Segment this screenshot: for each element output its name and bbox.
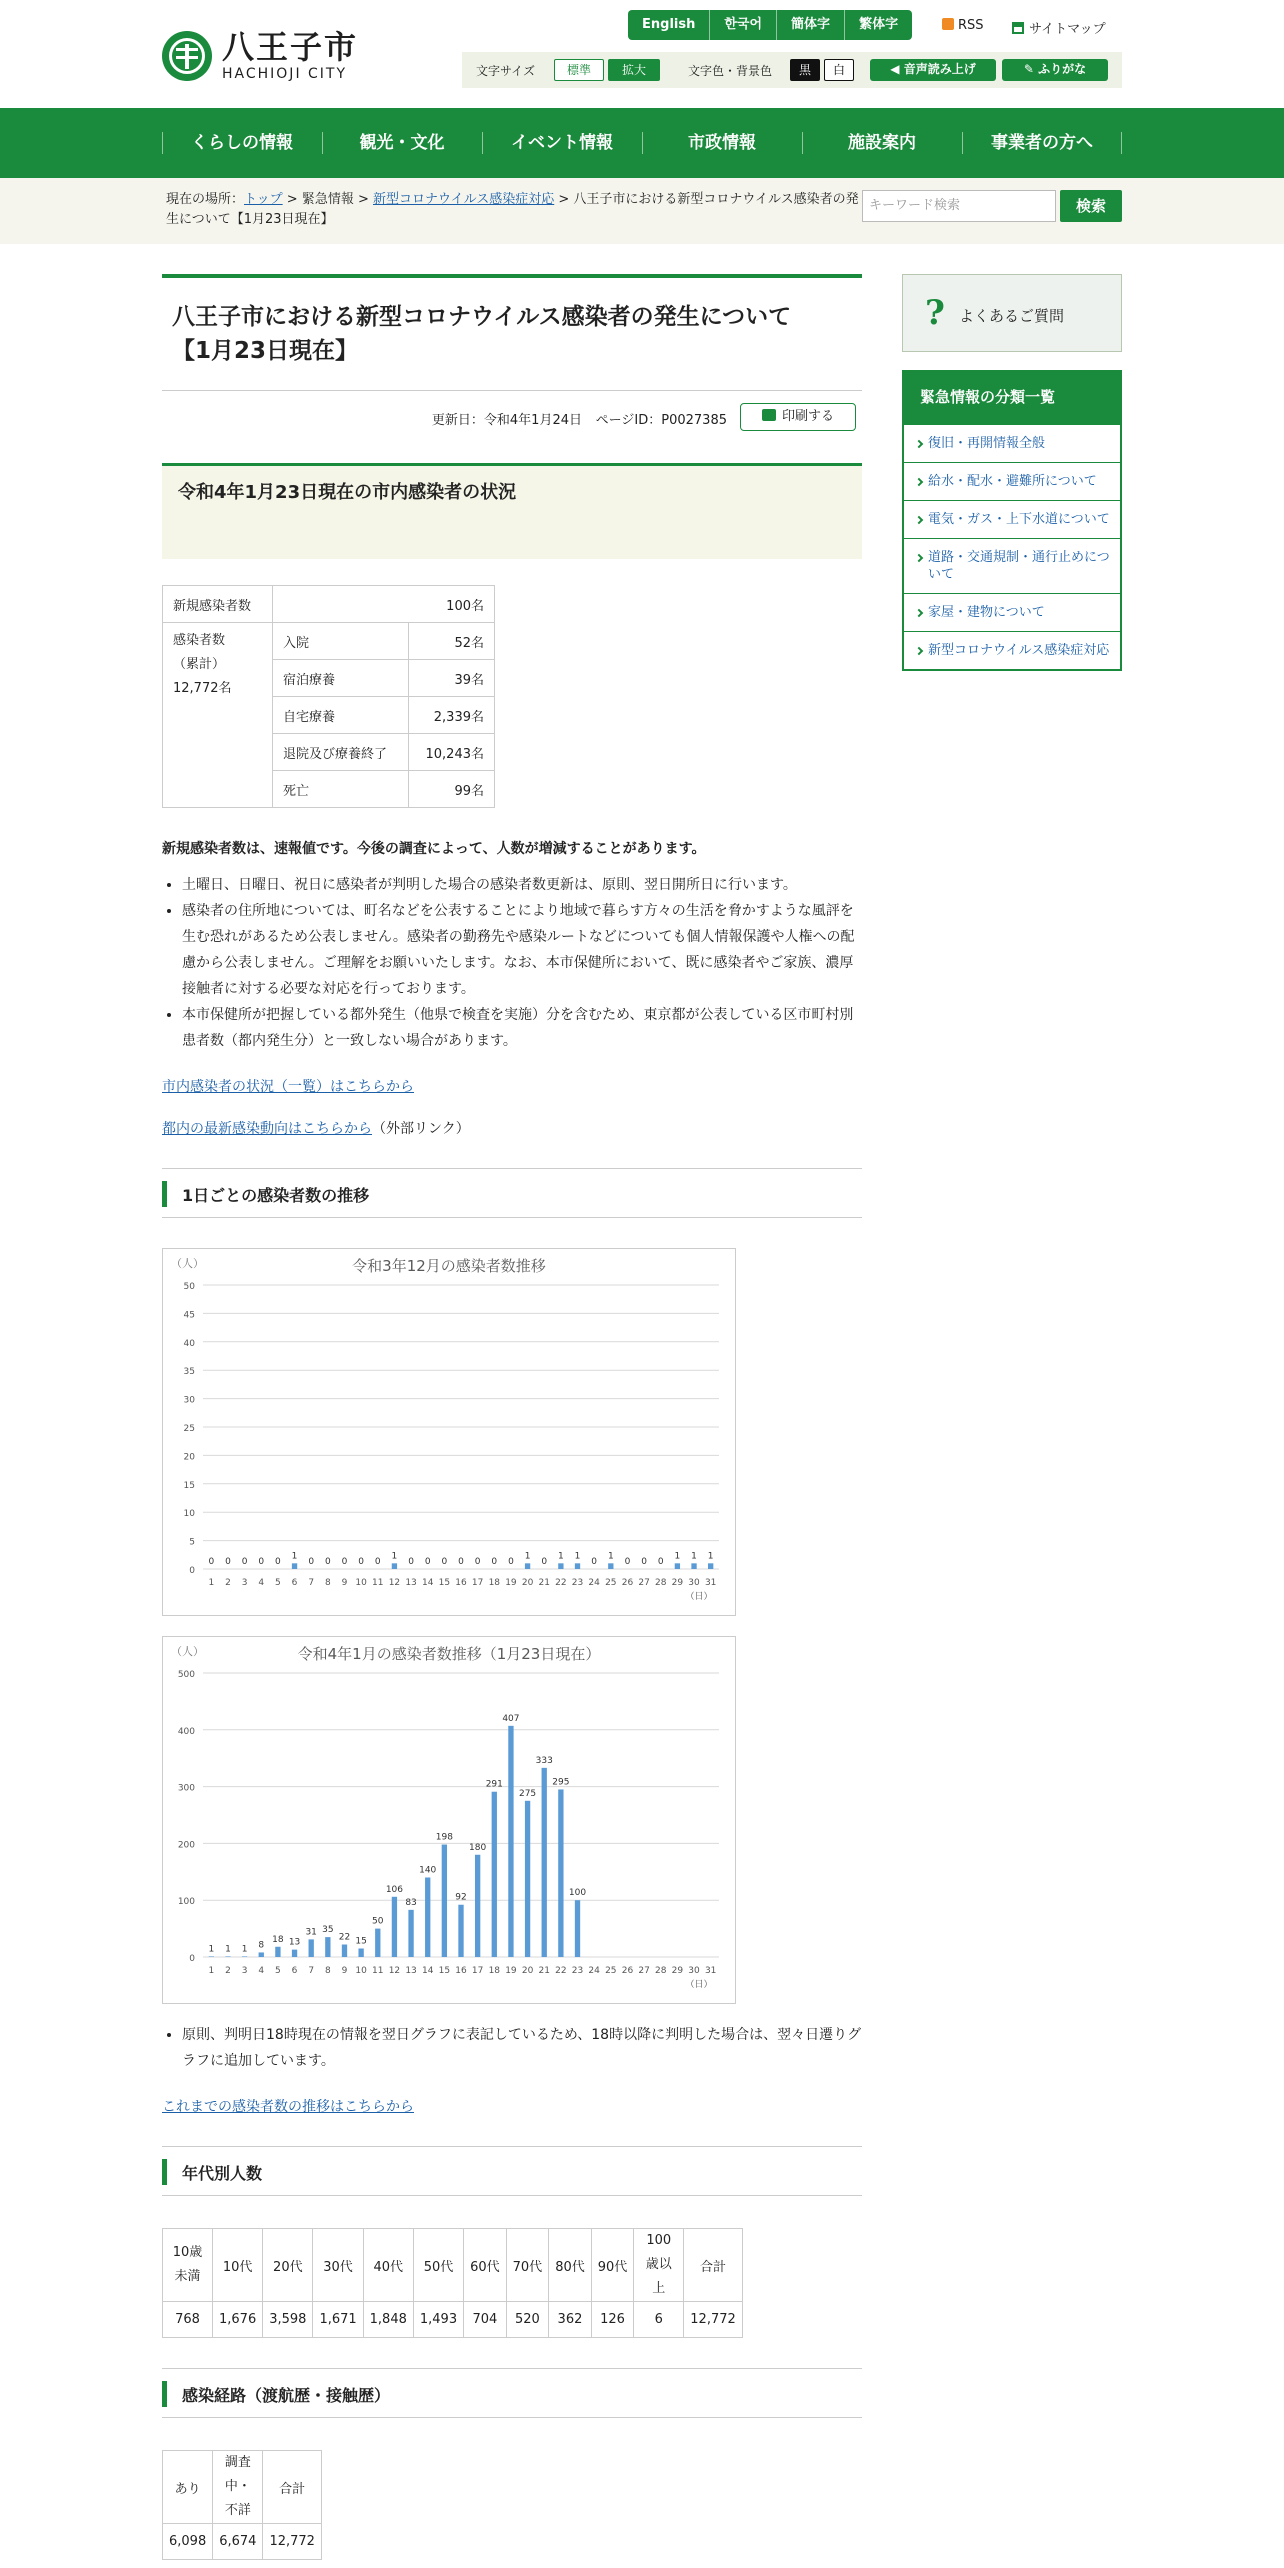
table-row-label: 自宅療養	[273, 697, 409, 734]
x-tick-label: 15	[438, 1966, 451, 1976]
data-label: 0	[508, 1557, 514, 1567]
x-tick-label: 24	[588, 1966, 600, 1976]
question-icon: ?	[925, 293, 945, 333]
font-size-label: 文字サイズ	[476, 64, 536, 78]
data-label: 83	[405, 1897, 417, 1908]
table-cell: 126	[591, 2302, 634, 2338]
bar	[675, 1563, 680, 1569]
data-label: 1	[524, 1551, 531, 1562]
nav-item-business[interactable]: 事業者の方へ	[962, 108, 1122, 178]
x-tick-label: 13	[405, 1578, 417, 1588]
table-header-cell: 50代	[413, 2229, 463, 2302]
bar	[575, 1563, 580, 1569]
table-header-cell: 合計	[263, 2451, 322, 2524]
table-row-value: 99名	[408, 771, 494, 808]
x-tick-label: 22	[555, 1578, 567, 1588]
x-tick-label: 25	[605, 1578, 617, 1588]
data-label: 0	[358, 1557, 364, 1567]
x-tick-label: 18	[488, 1966, 501, 1976]
x-tick-label: 20	[521, 1578, 534, 1588]
data-label: 0	[657, 1557, 664, 1567]
data-label: 0	[241, 1557, 248, 1567]
data-label: 0	[341, 1557, 348, 1567]
data-label: 1	[707, 1551, 714, 1562]
y-axis-label: （人）	[171, 1645, 204, 1658]
y-tick-label: 50	[183, 1282, 195, 1292]
color-white-button[interactable]: 白	[824, 59, 854, 81]
data-label: 0	[458, 1557, 464, 1567]
x-tick-label: 1	[208, 1578, 215, 1588]
table-header-cell: 合計	[684, 2229, 743, 2302]
category-item-covid[interactable]: 新型コロナウイルス感染症対応	[904, 631, 1120, 669]
x-tick-label: 29	[671, 1578, 684, 1588]
data-label: 1	[391, 1551, 398, 1562]
x-tick-label: 25	[605, 1966, 617, 1976]
x-tick-label: 5	[275, 1578, 281, 1588]
chart-title: 令和3年12月の感染者数推移	[352, 1257, 546, 1275]
data-label: 0	[225, 1557, 231, 1567]
site-logo[interactable]	[162, 30, 358, 82]
bar	[392, 1563, 397, 1569]
logo-title: 八王子市	[222, 28, 359, 66]
table-row-label: 死亡	[273, 771, 409, 808]
lang-korean-button[interactable]: 한국어	[710, 10, 777, 40]
table-header-cell: 60代	[464, 2229, 507, 2302]
data-label: 407	[502, 1713, 520, 1724]
x-tick-label: 3	[241, 1966, 248, 1976]
y-tick-label: 15	[183, 1480, 195, 1491]
data-label: 1	[674, 1551, 681, 1562]
x-tick-label: 24	[588, 1578, 600, 1588]
january-chart	[162, 1636, 736, 2004]
table-header-cell: 40代	[363, 2229, 413, 2302]
bar	[458, 1905, 463, 1957]
january-chart-svg	[163, 1637, 735, 2003]
x-tick-label: 2	[225, 1966, 231, 1976]
data-label: 100	[568, 1888, 587, 1899]
bar	[259, 1952, 264, 1957]
breadcrumb-band	[0, 178, 1284, 244]
table-cell: 1,493	[413, 2302, 463, 2338]
y-tick-label: 200	[177, 1840, 195, 1851]
data-label: 0	[641, 1557, 647, 1567]
page-title: 八王子市における新型コロナウイルス感染者の発生について 【1月23日現在】	[162, 274, 862, 391]
x-tick-label: 31	[704, 1578, 717, 1588]
table-header-cell: 調査中・不詳	[213, 2451, 263, 2524]
chart-notes	[162, 2022, 862, 2074]
x-tick-label: 14	[421, 1966, 434, 1976]
x-tick-label: 12	[388, 1966, 401, 1976]
data-label: 291	[485, 1779, 503, 1790]
nav-item-tourism[interactable]: 観光・文化	[322, 108, 482, 178]
sitemap-icon	[1012, 22, 1024, 34]
nav-item-city-admin[interactable]: 市政情報	[642, 108, 802, 178]
data-label: 0	[541, 1557, 548, 1567]
x-tick-label: 7	[308, 1578, 315, 1588]
sitemap-link[interactable]: サイトマップ	[1012, 18, 1106, 37]
table-cell: 1,671	[313, 2302, 363, 2338]
data-label: 35	[322, 1925, 334, 1936]
data-label: 1	[574, 1551, 581, 1562]
table-cell: 6,674	[213, 2524, 263, 2560]
y-tick-label: 0	[189, 1954, 195, 1964]
list-item: • 原則、判明日18時現在の情報を翌日グラフに表記しているため、18時以降に判明した場合は、翌々日遷りグラフに追加しています。	[182, 2022, 862, 2074]
data-label: 1	[225, 1944, 231, 1955]
category-item-recovery[interactable]: 復旧・再開情報全般	[904, 424, 1120, 462]
data-label: 295	[552, 1777, 570, 1788]
print-button[interactable]: 印刷する	[740, 403, 856, 431]
table-header-cell: 10歳未満	[163, 2229, 213, 2302]
data-label: 50	[372, 1916, 384, 1927]
category-item-utilities[interactable]: 電気・ガス・上下水道について	[904, 500, 1120, 538]
table-header-cell: 90代	[591, 2229, 634, 2302]
x-tick-label: 11	[372, 1578, 384, 1588]
speaker-icon: ◀	[890, 62, 904, 76]
x-tick-label: 17	[471, 1966, 484, 1976]
x-tick-label: 7	[308, 1966, 315, 1976]
data-label: 18	[272, 1934, 284, 1945]
y-tick-label: 45	[183, 1310, 195, 1321]
x-axis-label: （日）	[685, 1592, 713, 1602]
data-label: 1	[607, 1551, 614, 1562]
color-black-button[interactable]: 黒	[790, 59, 820, 81]
x-tick-label: 1	[208, 1966, 215, 1976]
table-cell: 768	[163, 2302, 213, 2338]
data-label: 0	[258, 1557, 265, 1567]
x-tick-label: 30	[688, 1578, 700, 1588]
bar	[292, 1563, 297, 1569]
table-cell: 6,098	[163, 2524, 213, 2560]
data-label: 106	[385, 1884, 404, 1895]
y-tick-label: 25	[183, 1424, 195, 1434]
december-chart	[162, 1248, 736, 1616]
x-tick-label: 21	[538, 1966, 550, 1976]
breadcrumb-current: 八王子市における新型コロナウイルス感染者の発生について【1月23日現在】	[166, 192, 859, 227]
history-link[interactable]: これまでの感染者数の推移はこちらから	[162, 2099, 414, 2115]
table-row-value: 39名	[408, 660, 494, 697]
x-tick-label: 16	[455, 1578, 467, 1588]
data-label: 92	[455, 1892, 467, 1903]
tokyo-trend-link[interactable]: 都内の最新感染動向はこちらから	[162, 1121, 372, 1137]
lang-traditional-chinese-button[interactable]: 繁体字	[845, 10, 912, 40]
list-item: • 土曜日、日曜日、祝日に感染者が判明した場合の感染者数更新は、原則、翌日開所日に行います。	[182, 872, 862, 898]
bar	[508, 1726, 513, 1957]
category-item-water[interactable]: 給水・配水・避難所について	[904, 462, 1120, 500]
bar	[392, 1897, 397, 1957]
nav-item-living[interactable]: くらしの情報	[162, 108, 322, 178]
x-tick-label: 16	[455, 1966, 467, 1976]
table-header-cell: 100歳以上	[634, 2229, 684, 2302]
x-tick-label: 4	[258, 1578, 265, 1588]
section-heading: 令和4年1月23日現在の市内感染者の状況	[162, 463, 862, 559]
x-tick-label: 26	[621, 1966, 634, 1976]
rss-icon	[942, 18, 954, 30]
data-label: 0	[491, 1557, 498, 1567]
logo-subtitle: HACHIOJI CITY	[222, 66, 348, 82]
x-tick-label: 31	[704, 1966, 717, 1976]
x-tick-label: 6	[291, 1578, 298, 1588]
x-tick-label: 14	[421, 1578, 434, 1588]
x-tick-label: 10	[355, 1578, 367, 1588]
y-tick-label: 300	[177, 1783, 195, 1794]
y-tick-label: 30	[183, 1395, 195, 1406]
x-tick-label: 2	[225, 1578, 231, 1588]
x-tick-label: 17	[471, 1578, 484, 1588]
x-tick-label: 8	[324, 1966, 331, 1976]
y-axis-label: （人）	[171, 1257, 204, 1270]
x-tick-label: 12	[388, 1578, 401, 1588]
font-size-large-button[interactable]: 拡大	[608, 59, 660, 81]
x-tick-label: 8	[324, 1578, 331, 1588]
route-table	[162, 2450, 322, 2560]
x-tick-label: 23	[571, 1578, 584, 1588]
rss-link[interactable]: RSS	[942, 18, 984, 33]
table-header-cell: 10代	[213, 2229, 263, 2302]
bar	[575, 1900, 580, 1957]
table-header-cell: 70代	[506, 2229, 549, 2302]
bar	[209, 1956, 214, 1957]
data-label: 13	[288, 1937, 301, 1948]
x-tick-label: 19	[505, 1966, 517, 1976]
x-tick-label: 5	[275, 1966, 281, 1976]
data-label: 0	[424, 1557, 431, 1567]
list-item: • 感染者の住所地については、町名などを公表することにより地域で暮らす方々の生活を脅かすような風評を生む恐れがあるため公表しません。感染者の勤務先や感染ルートなどについても個人情報保護や人権への配慮から公表しません。ご理解をお願いいたします。なお、本市保健所において、既に感染者やご家族、濃厚接触者に対する必要な対応を行っております。	[182, 898, 862, 1002]
x-axis-label: （日）	[685, 1980, 713, 1990]
x-tick-label: 15	[438, 1578, 451, 1588]
bar	[408, 1910, 413, 1957]
data-label: 0	[374, 1557, 381, 1567]
bar	[425, 1877, 430, 1957]
table-row-label: 宿泊療養	[273, 660, 409, 697]
x-tick-label: 9	[341, 1966, 348, 1976]
bar	[558, 1789, 563, 1957]
bar	[275, 1947, 280, 1957]
y-tick-label: 5	[189, 1537, 195, 1548]
data-label: 0	[474, 1557, 481, 1567]
data-label: 0	[208, 1557, 215, 1567]
data-label: 22	[338, 1932, 351, 1943]
lang-english-button[interactable]: English	[628, 10, 710, 40]
table-header-cell: 20代	[263, 2229, 313, 2302]
data-label: 1	[558, 1551, 564, 1562]
data-label: 0	[624, 1557, 631, 1567]
category-item-buildings[interactable]: 家屋・建物について	[904, 593, 1120, 631]
bar	[542, 1768, 547, 1957]
x-tick-label: 27	[638, 1578, 650, 1588]
bar	[525, 1801, 530, 1957]
new-cases-label: 新規感染者数	[163, 586, 273, 623]
bar	[492, 1792, 497, 1957]
december-chart-svg	[163, 1249, 735, 1615]
data-label: 1	[691, 1551, 697, 1562]
x-tick-label: 11	[372, 1966, 384, 1976]
page-meta	[162, 391, 862, 463]
table-row-value: 52名	[408, 623, 494, 660]
data-label: 0	[591, 1557, 598, 1567]
y-tick-label: 500	[177, 1670, 195, 1680]
breadcrumb-covid-link[interactable]: 新型コロナウイルス感染症対応	[373, 192, 555, 207]
data-label: 1	[208, 1944, 215, 1955]
x-tick-label: 20	[521, 1966, 534, 1976]
x-tick-label: 3	[241, 1578, 248, 1588]
data-label: 0	[275, 1557, 281, 1567]
updated-date: 更新日：令和4年1月24日	[431, 413, 582, 428]
search-input[interactable]: キーワード検索	[862, 190, 1056, 222]
global-nav	[0, 108, 1284, 178]
notes-list	[162, 872, 862, 1054]
x-tick-label: 13	[405, 1966, 417, 1976]
route-heading: 感染経路（渡航歴・接触歴）	[162, 2368, 862, 2418]
category-list	[902, 370, 1122, 671]
table-cell: 362	[549, 2302, 592, 2338]
data-label: 275	[518, 1788, 537, 1799]
nav-item-facilities[interactable]: 施設案内	[802, 108, 962, 178]
x-tick-label: 6	[291, 1966, 298, 1976]
y-tick-label: 20	[183, 1452, 195, 1463]
lang-simplified-chinese-button[interactable]: 簡体字	[777, 10, 845, 40]
table-cell: 3,598	[263, 2302, 313, 2338]
data-label: 0	[441, 1557, 448, 1567]
table-cell: 6	[634, 2302, 684, 2338]
bar	[292, 1950, 297, 1957]
table-cell: 12,772	[684, 2302, 743, 2338]
total-cases-cell: 感染者数 （累計） 12,772名	[163, 623, 273, 808]
bar	[558, 1563, 563, 1569]
bar	[708, 1563, 713, 1569]
x-tick-label: 21	[538, 1578, 550, 1588]
sidebar	[902, 274, 1122, 671]
y-tick-label: 35	[183, 1367, 195, 1378]
table-row-label: 退院及び療養終了	[273, 734, 409, 771]
accessibility-toolbar	[462, 52, 1122, 88]
bar	[309, 1939, 314, 1957]
new-cases-value: 100名	[273, 586, 495, 623]
table-cell: 1,848	[363, 2302, 413, 2338]
table-row-label: 入院	[273, 623, 409, 660]
x-tick-label: 30	[688, 1966, 700, 1976]
bar	[442, 1845, 447, 1957]
data-label: 1	[291, 1551, 298, 1562]
furigana-button[interactable]: ✎ ふりがな	[1002, 59, 1108, 81]
bar	[225, 1956, 230, 1957]
data-label: 180	[469, 1842, 487, 1853]
data-label: 0	[324, 1557, 331, 1567]
x-tick-label: 28	[655, 1966, 667, 1976]
data-label: 0	[308, 1557, 315, 1567]
chart-title: 令和4年1月の感染者数推移（1月23日現在）	[297, 1645, 601, 1663]
list-item: • 本市保健所が把握している都外発生（他県で検査を実施）分を含むため、東京都が公表している区市町村別患者数（都内発生分）と一致しない場合があります。	[182, 1002, 862, 1054]
site-header	[0, 0, 1284, 108]
nav-item-events[interactable]: イベント情報	[482, 108, 642, 178]
search-button[interactable]: 検索	[1060, 190, 1122, 222]
pencil-icon: ✎	[1023, 62, 1039, 76]
x-tick-label: 23	[571, 1966, 584, 1976]
x-tick-label: 28	[655, 1578, 667, 1588]
age-heading: 年代別人数	[162, 2146, 862, 2196]
city-cases-list-link[interactable]: 市内感染者の状況（一覧）はこちらから	[162, 1079, 414, 1095]
x-tick-label: 18	[488, 1578, 501, 1588]
table-cell: 520	[506, 2302, 549, 2338]
bar	[358, 1948, 363, 1957]
table-row-value: 2,339名	[408, 697, 494, 734]
data-label: 8	[258, 1940, 265, 1951]
x-tick-label: 27	[638, 1966, 650, 1976]
city-emblem-icon	[162, 31, 212, 81]
x-tick-label: 29	[671, 1966, 684, 1976]
faq-link[interactable]: ? よくあるご質問	[902, 274, 1122, 352]
x-tick-label: 9	[341, 1578, 348, 1588]
table-cell: 704	[464, 2302, 507, 2338]
x-tick-label: 26	[621, 1578, 634, 1588]
data-label: 15	[355, 1936, 367, 1947]
font-size-standard-button[interactable]: 標準	[554, 59, 604, 81]
page-id: ページID：P0027385	[595, 413, 727, 428]
table-cell: 12,772	[263, 2524, 322, 2560]
bar	[375, 1929, 380, 1957]
bar	[525, 1563, 530, 1569]
printer-icon	[762, 409, 776, 421]
x-tick-label: 22	[555, 1966, 567, 1976]
breadcrumb: 現在の場所：トップ > 緊急情報 > 新型コロナウイルス感染症対応 > 八王子市における新型コロナウイルス感染者の発生について【1月23日現在】	[166, 192, 859, 227]
y-tick-label: 100	[177, 1897, 195, 1908]
x-tick-label: 19	[505, 1578, 517, 1588]
language-switcher	[628, 10, 912, 40]
data-label: 31	[305, 1927, 317, 1938]
table-row-value: 10,243名	[408, 734, 494, 771]
category-item-roads[interactable]: 道路・交通規制・通行止めについて	[904, 538, 1120, 593]
data-label: 1	[241, 1944, 248, 1955]
y-tick-label: 10	[183, 1509, 195, 1520]
bar	[608, 1563, 613, 1569]
table-header-cell: 30代	[313, 2229, 363, 2302]
main-content: 八王子市における新型コロナウイルス感染者の発生について 【1月23日現在】 更新日：令和4年1月24日 ページID：P0027385 印刷する 令和4年1月23日現在の市内感染者の状況 新規感染者数 100名 感染者数 （累計） 12,772名 入院 52名 宿泊療養 39名 自宅療養 2,339名 退院及び療養終了 10,243名 死亡 99名 新規感染者数は、速報値です。今後の調査によって、人数が増減することがあります。 • 土曜日、日曜日、祝日に感染者が判明した場合の感染者数更新は、原則、翌日開所日に行います。 • 感染者の住所地については、町名などを公表することにより地域で暮らす方々の生活を脅かすような風評を生む恐れがあるため公表しません。感染者の勤務先や感染ルートなどについても個人情報保護や人権への配慮から公表しません。ご理解をお願いいたします。なお、本市保健所において、既に感染者やご家族、濃厚接触者に対する必要な対応を行っております。 • 本市保健所が把握している都外発生（他県で検査を実施）分を含むため、東京都が公表している区市町村別患者数（都内発生分）と一致しない場合があります。 市内感染者の状況（一覧）はこちらから 都内の最新感染動向はこちらから（外部リンク） 1日ごとの感染者数の推移 令和3年12月の感染者数推移 （人） 0 5 10 15 20 25 30 35 40 45 50 1 0 2 0 3 0 4 0 5 0 6 1 7 0 8 0 9 0 10 0 11 0 12 1 13 0 14 0 15 0 16 0 17 0 18 0 19 0 20 1 21 0 22 1 23 1 24 0 25 1 26 0 27 0 28 0 29 1 30 1 31 1 （日） 令和4年1月の感染者数推移（1月23日現在） （人） 0 100 200 300 400 500 1 1 2 1 3 1 4 8 5 18 6 13 7 31 8 35 9 22 10 15 11 50 12 106 13 83 14 140 15 198 16 92 17 180 18 291 19 407 20 275 21 333 22 295 23 100 24 25 26 27 28 29 30 31 （日） • 原則、判明日18時現在の情報を翌日グラフに表記しているため、18時以降に判明した場合は、翌々日遷りグラフに追加しています。 これまでの感染者数の推移はこちらから 年代別人数 10歳未満 10代 20代 30代 40代 50代 60代 70代 80代 90代 100歳以上 合計 768 1,676 3,598 1,671 1,848 1,493 704 520 362 126 6 12,772 感染経路（渡航歴・接触歴） あり 調査中・不詳 合計 6,098 6,674 12,772	[162, 274, 862, 2560]
table-header-cell: 80代	[549, 2229, 592, 2302]
bar	[242, 1956, 247, 1957]
status-table	[162, 585, 495, 808]
x-tick-label: 4	[258, 1966, 265, 1976]
breadcrumb-top-link[interactable]: トップ	[244, 192, 283, 207]
data-label: 140	[419, 1865, 437, 1876]
y-tick-label: 0	[189, 1566, 195, 1576]
daily-heading: 1日ごとの感染者数の推移	[162, 1168, 862, 1218]
data-label: 198	[435, 1832, 453, 1843]
bar	[691, 1563, 696, 1569]
voice-read-button[interactable]: ◀ 音声読み上げ	[870, 59, 996, 81]
category-title: 緊急情報の分類一覧	[904, 372, 1120, 424]
provisional-note: 新規感染者数は、速報値です。今後の調査によって、人数が増減することがあります。	[162, 841, 706, 857]
data-label: 0	[408, 1557, 414, 1567]
color-label: 文字色・背景色	[688, 64, 773, 78]
y-tick-label: 40	[183, 1338, 195, 1349]
bar	[475, 1855, 480, 1957]
data-label: 333	[535, 1755, 553, 1766]
bar	[342, 1945, 347, 1957]
y-tick-label: 400	[177, 1726, 195, 1737]
x-tick-label: 10	[355, 1966, 367, 1976]
bar	[325, 1937, 330, 1957]
table-header-cell: あり	[163, 2451, 213, 2524]
table-cell: 1,676	[213, 2302, 263, 2338]
age-table	[162, 2228, 743, 2338]
